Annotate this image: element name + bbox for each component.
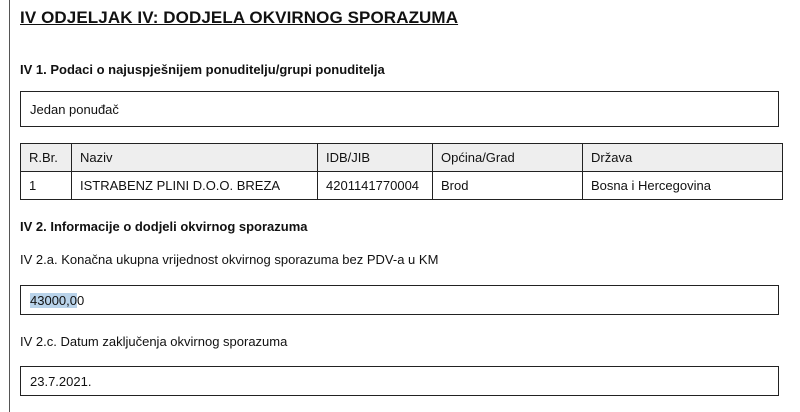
section-title: IV ODJELJAK IV: DODJELA OKVIRNOG SPORAZUMA: [20, 8, 459, 27]
column-header-naziv: Naziv: [72, 144, 318, 172]
iv2-heading: IV 2. Informacije o dodjeli okvirnog sporazuma: [20, 219, 308, 234]
column-header-opcina-grad: Općina/Grad: [433, 144, 583, 172]
bidders-table: [20, 143, 783, 200]
contract-value-rest-text[interactable]: 0: [77, 292, 85, 308]
contract-value-field[interactable]: [20, 285, 779, 315]
table-header-row: [21, 144, 783, 172]
column-header-idb-jib: IDB/JIB: [318, 144, 433, 172]
contract-value-selected-text[interactable]: 43000,0: [30, 292, 77, 308]
contract-date-label: IV 2.c. Datum zaključenja okvirnog sporazuma: [20, 334, 288, 349]
cell-drzava: Bosna i Hercegovina: [583, 172, 783, 200]
cell-idb-jib: 4201141770004: [318, 172, 433, 200]
contract-date-value: 23.7.2021.: [30, 373, 92, 389]
cell-opcina-grad: Brod: [433, 172, 583, 200]
bidder-type-field: [20, 91, 779, 127]
contract-value-label: IV 2.a. Konačna ukupna vrijednost okvirnog sporazuma bez PDV-a u KM: [20, 252, 439, 267]
left-margin-rule: [9, 0, 10, 412]
cell-rbr: 1: [21, 172, 72, 200]
iv1-heading: IV 1. Podaci o najuspješnijem ponuditelju/grupi ponuditelja: [20, 62, 385, 77]
table-row: [21, 172, 783, 200]
cell-naziv: ISTRABENZ PLINI D.O.O. BREZA: [72, 172, 318, 200]
contract-date-field: [20, 366, 779, 396]
bidder-type-value: Jedan ponuđač: [30, 101, 119, 117]
column-header-rbr: R.Br.: [21, 144, 72, 172]
column-header-drzava: Država: [583, 144, 783, 172]
